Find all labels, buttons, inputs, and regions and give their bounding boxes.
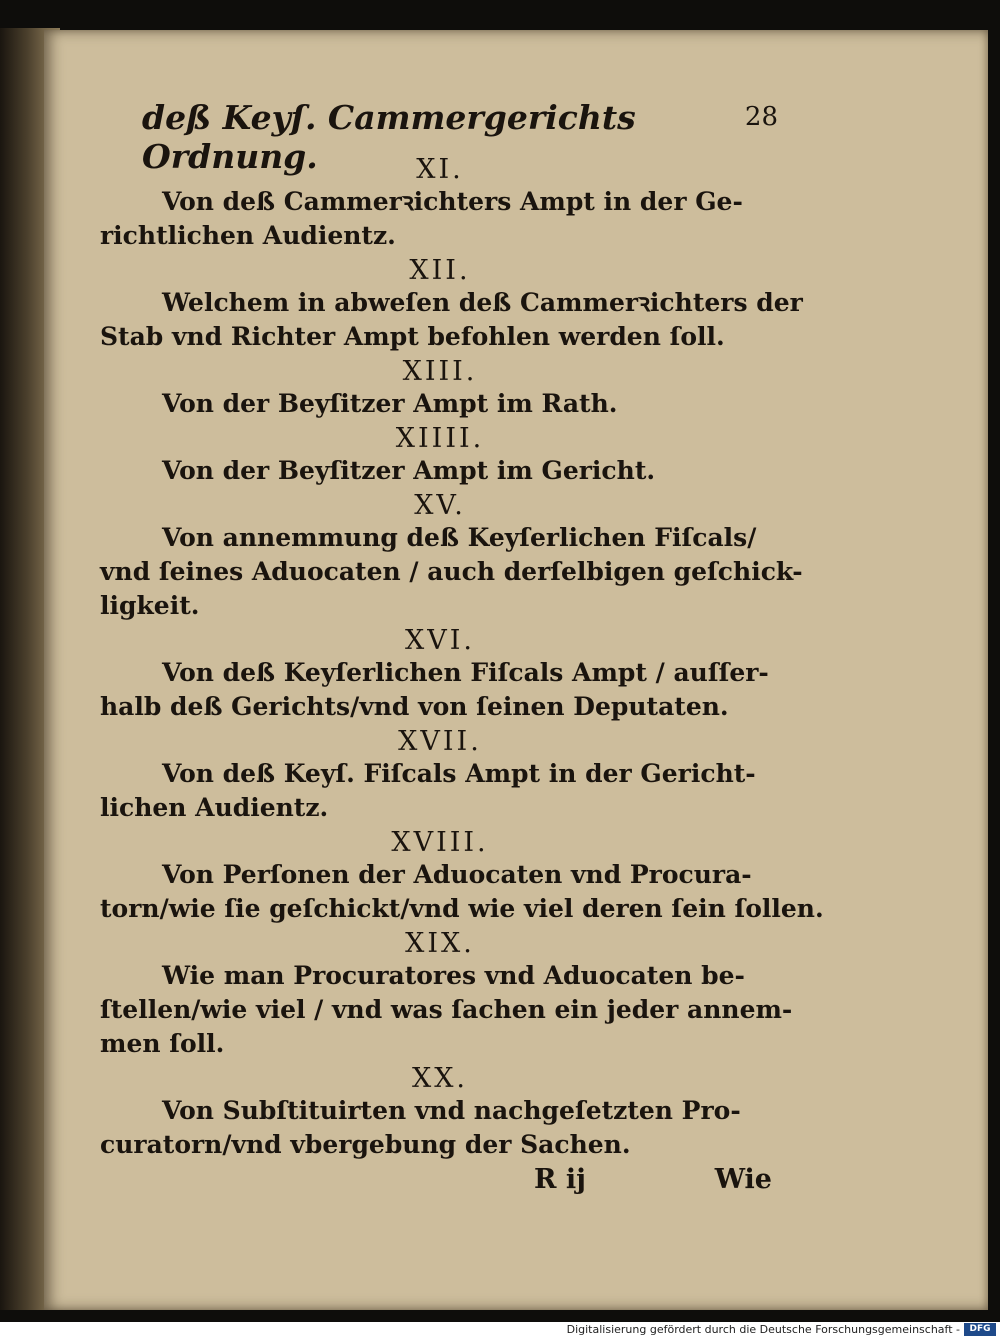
chapter-entry [100, 423, 780, 488]
chapter-numeral: XVI. [405, 625, 475, 656]
chapter-numeral: XVII. [398, 726, 482, 757]
chapter-title-line: Stab vnd Richter Ampt befohlen werden ſoll. [100, 322, 725, 351]
chapter-title-line: Von annemmung deß Keyſerlichen Fiſcals/ [162, 523, 757, 552]
chapter-title-line: Von der Beyſitzer Ampt im Rath. [162, 389, 618, 418]
book-page [44, 30, 988, 1310]
signature-line [100, 1164, 780, 1200]
chapter-title [100, 521, 803, 623]
chapter-entry [100, 356, 780, 421]
running-title: deß Keyſ. Cammergerichts Ordnung. [142, 98, 636, 176]
chapter-entry [100, 625, 780, 724]
chapter-numeral: XI. [416, 154, 464, 185]
chapter-title [100, 858, 824, 926]
chapter-title-line: Welchem in abweſen deß Cammerꝛichters der [162, 288, 803, 317]
chapter-title-line: Von der Beyſitzer Ampt im Gericht. [162, 456, 656, 485]
chapter-numeral: XII. [409, 255, 471, 286]
chapter-title-line: Von Subſtituirten vnd nachgeſetzten Pro- [162, 1096, 741, 1125]
chapter-numeral: XIIII. [395, 423, 485, 454]
chapter-title-line: Von deß Cammerꝛichters Ampt in der Ge- [162, 187, 743, 216]
chapter-title-line: Wie man Procuratores vnd Aduocaten be- [162, 961, 745, 990]
chapter-numeral: XX. [411, 1063, 469, 1094]
chapter-title-line: halb deß Gerichts/vnd von ſeinen Deputaten. [100, 692, 729, 721]
chapter-title-line: curatorn/vnd vbergebung der Sachen. [100, 1130, 631, 1159]
chapter-entry [100, 827, 824, 926]
chapter-numeral: XIX. [405, 928, 475, 959]
chapter-title-line: ſtellen/wie viel / vnd was ſachen ein jeder annem- [100, 995, 793, 1024]
chapter-entry [100, 490, 803, 623]
chapter-title-line: lichen Audientz. [100, 793, 329, 822]
chapter-title-line: vnd ſeines Aduocaten / auch derſelbigen geſchick- [100, 557, 803, 586]
chapter-title [100, 185, 780, 253]
chapter-title [100, 387, 780, 421]
chapter-title [100, 1094, 780, 1162]
chapter-title-line: Von deß Keyſerlichen Fiſcals Ampt / auſſer- [162, 658, 769, 687]
chapter-title [100, 959, 793, 1061]
folio-number: 28 [744, 102, 778, 132]
chapter-title-line: ligkeit. [100, 591, 200, 620]
chapter-title [100, 454, 780, 488]
chapter-entry [100, 255, 803, 354]
chapter-numeral: XVIII. [391, 827, 489, 858]
chapter-title [100, 656, 780, 724]
funding-notice: Digitalisierung gefördert durch die Deutsche Forschungsgemeinschaft - [566, 1323, 960, 1336]
page-text [100, 98, 824, 1200]
chapter-title-line: torn/wie ſie geſchickt/vnd wie viel deren ſein ſollen. [100, 894, 824, 923]
chapter-entry [100, 726, 780, 825]
chapter-entry [100, 1063, 780, 1162]
chapter-title-line: Von deß Keyſ. Fiſcals Ampt in der Gericht- [162, 759, 756, 788]
chapter-title-line: men ſoll. [100, 1029, 225, 1058]
chapter-title [100, 757, 780, 825]
signature-mark: R ij [534, 1164, 586, 1195]
catchword: Wie [714, 1164, 772, 1195]
chapter-entry [100, 928, 793, 1061]
chapter-numeral: XV. [414, 490, 466, 521]
chapter-title-line: richtlichen Audientz. [100, 221, 396, 250]
chapter-numeral: XIII. [402, 356, 478, 387]
chapter-title-line: Von Perſonen der Aduocaten vnd Procura- [162, 860, 752, 889]
chapter-title [100, 286, 803, 354]
dfg-logo: DFG [964, 1323, 996, 1336]
